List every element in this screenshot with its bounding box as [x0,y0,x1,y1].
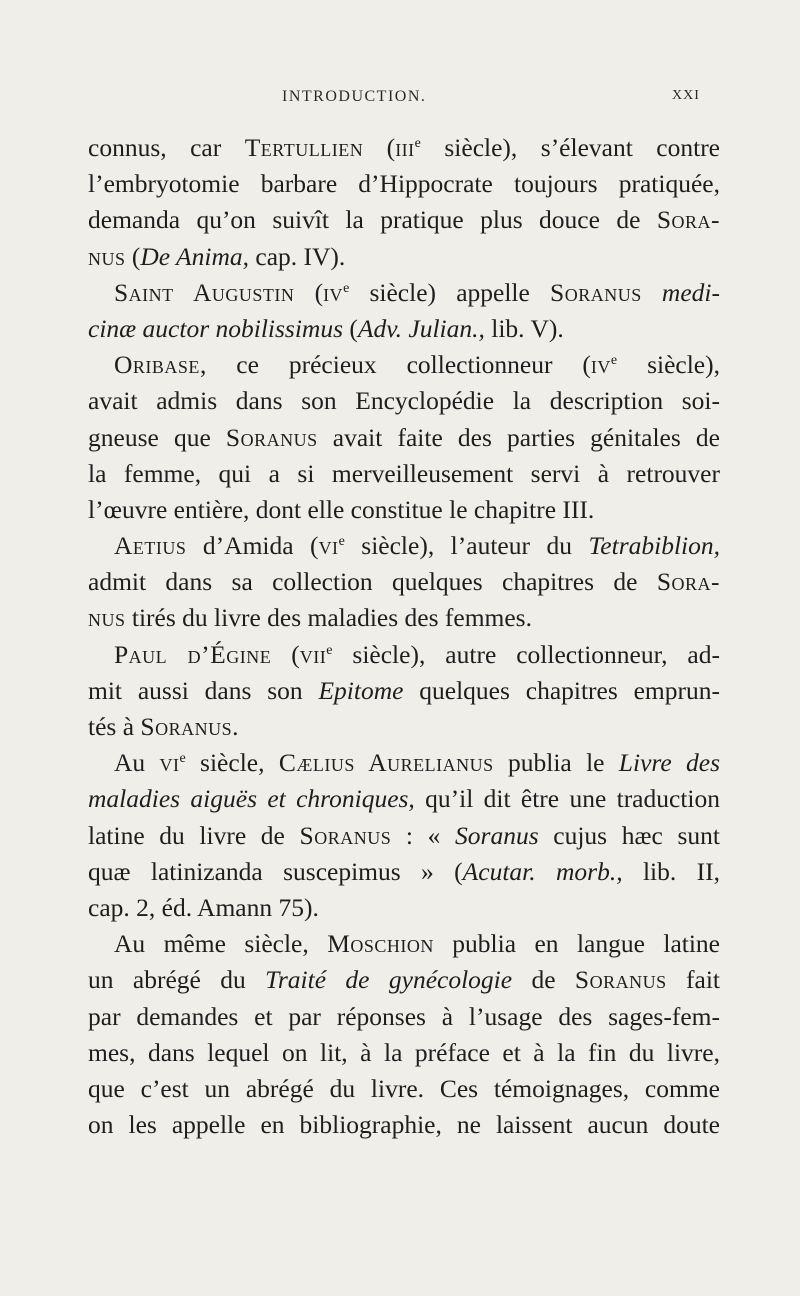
text-line [88,166,720,202]
text-span: demanda qu’on suivît la pratique plus douce de [88,205,657,235]
text-span: quæ latinizanda suscepimus » ( [88,856,463,886]
text-line [88,854,720,890]
century-numeral: vi [318,531,339,561]
text-span: publia le [493,748,619,778]
text-line [88,456,720,492]
text-span: de [512,965,575,995]
superscript: e [343,280,350,296]
text-span: ( [125,241,141,271]
text-span: qu’il dit être une traduction [414,784,720,814]
work-title: Traité de gynécologie [265,965,513,995]
text-line [88,781,720,817]
text-span: ( [363,133,396,162]
text-span: siècle), autre collectionneur, ad- [332,639,720,669]
text-line [88,818,720,854]
quotation: Soranus [455,820,539,850]
author-name: Paul d’Égine [114,639,272,669]
century-numeral: iii [395,133,415,162]
text-line [88,709,720,745]
author-name: Aetius [114,531,187,561]
text-span: cujus hæc sunt [538,820,720,850]
text-line [88,999,720,1035]
century-numeral: iv [590,350,611,380]
author-name: Tertullien [244,133,364,162]
text-span: avait admis dans son Encyclopédie la description soi- [88,386,720,416]
page-number: XXI [672,88,700,103]
text-span: latine du livre de [88,820,300,850]
text-span: quelques chapitres emprun- [403,675,720,705]
text-span: on les appelle en bibliographie, ne laissent aucun doute [88,1110,720,1140]
work-title: Adv. Julian., [357,313,485,343]
text-line [88,673,720,709]
text-span: ( [271,639,300,669]
author-name: Soranus [550,277,642,307]
text-span: gneuse que [88,422,226,452]
text-line [88,637,720,673]
superscript: e [326,642,333,658]
work-title: maladies aiguës et chroniques, [88,784,415,814]
text-span: siècle, [185,748,279,778]
author-name: Sora- [656,567,720,597]
text-span: mes, dans lequel on lit, à la préface et à la fin du livre, [88,1037,720,1067]
text-span: lib. II, [622,856,720,886]
text-span: mit aussi dans son [88,675,319,705]
text-span: admit dans sa collection quelques chapitres de [88,567,657,597]
text-span: Au [114,748,160,778]
text-span: avait faite des parties génitales de [317,422,720,452]
superscript: e [414,136,421,151]
text-span: : « [391,820,456,850]
text-span: Au même siècle, [114,929,328,959]
text-line [88,492,720,528]
body-text [88,130,720,1143]
work-title: Tetrabiblion, [588,531,721,561]
text-span: siècle), [617,350,720,380]
text-line [88,202,720,238]
text-span: cap. IV). [249,241,346,271]
text-line [88,564,720,600]
text-span: ( [294,277,324,307]
author-name: Soranus. [140,712,239,741]
text-span: siècle) appelle [349,277,551,307]
text-span: d’Amida ( [186,531,319,561]
text-span: par demandes et par réponses à l’usage des sages-fem- [88,1001,720,1031]
author-name: nus [88,241,126,271]
text-line [88,1071,720,1107]
text-span: fait [666,965,720,995]
author-name: nus [88,603,126,633]
text-line [88,130,720,166]
text-span: publia en langue latine [433,929,720,959]
page-header [0,88,800,112]
text-span: lib. V). [484,313,564,343]
text-span: , ce précieux collectionneur ( [199,350,591,380]
work-title: Epitome [318,675,404,705]
text-span: l’œuvre entière, dont elle constitue le chapitre III. [88,494,595,524]
text-line [88,311,720,347]
text-line [88,528,720,564]
author-name: Moschion [327,929,434,959]
text-line [88,347,720,383]
author-name: Sora- [656,205,720,235]
text-line [88,600,720,636]
author-name: Soranus [574,965,667,995]
text-line [88,890,720,926]
century-numeral: vi [159,748,180,778]
text-span: tés à [88,712,141,741]
text-span: siècle), s’élevant contre [420,133,721,162]
text-line [88,420,720,456]
author-name: Soranus [225,422,318,452]
text-span: connus, car [88,133,245,162]
author-name: Cælius Aurelianus [278,748,494,778]
work-title: medi- [641,277,720,307]
superscript: e [610,353,618,369]
text-line [88,383,720,419]
superscript: e [338,534,345,550]
text-span: ( [343,313,358,343]
work-title: Acutar. morb., [462,856,623,886]
author-name: Saint Augustin [114,277,295,307]
superscript: e [179,751,186,767]
author-name: Oribase [114,350,200,380]
quotation: cinæ auctor nobilissimus [88,313,344,343]
text-span: cap. 2, éd. Amann 75). [88,892,319,922]
text-span: un abrégé du [88,965,266,995]
author-name: Soranus [299,820,392,850]
text-span: la femme, qui a si merveilleusement servi à retrouver [88,458,720,488]
text-span: l’embryotomie barbare d’Hippocrate toujours pratiquée, [88,169,720,199]
work-title: Livre des [618,748,720,778]
century-numeral: iv [323,277,344,307]
century-numeral: vii [299,639,327,669]
text-line [88,745,720,781]
text-line [88,239,720,275]
text-span: tirés du livre des maladies des femmes. [125,603,532,633]
running-title: INTRODUCTION. [282,88,427,105]
text-span: siècle), l’auteur du [344,531,589,561]
text-span: que c’est un abrégé du livre. Ces témoignages, comme [88,1073,720,1103]
text-line [88,962,720,998]
text-line [88,1107,720,1143]
text-line [88,1035,720,1071]
work-title: De Anima, [140,241,249,271]
text-line [88,275,720,311]
text-line [88,926,720,962]
